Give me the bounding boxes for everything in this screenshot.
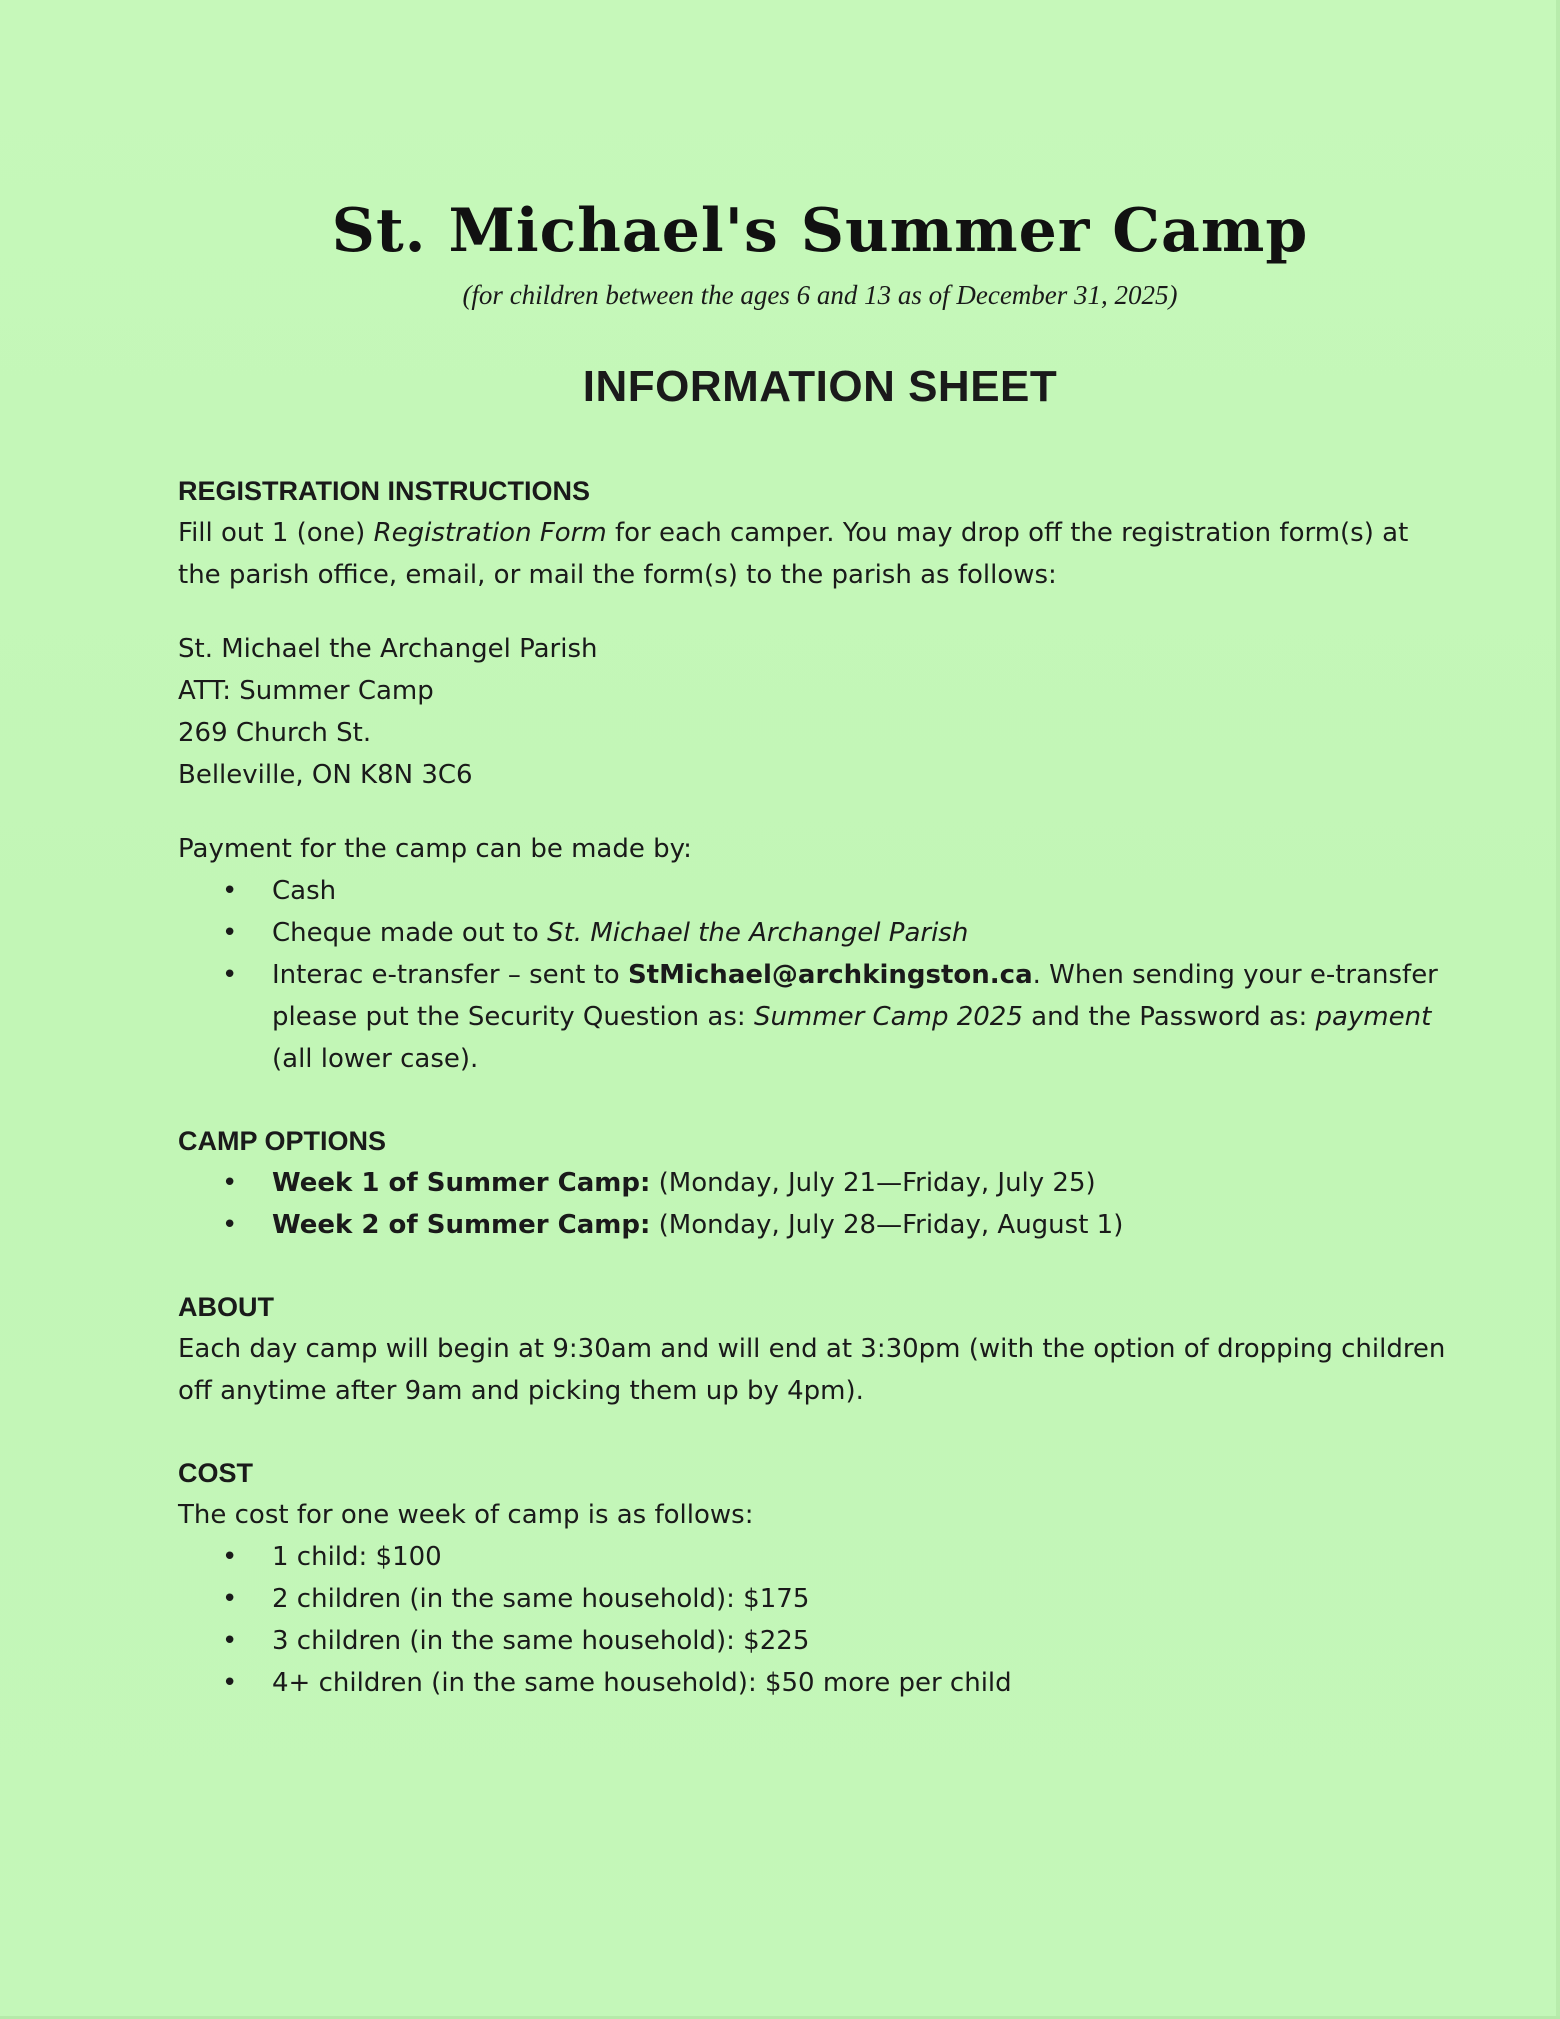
address-line: St. Michael the Archangel Parish — [178, 634, 598, 664]
mailing-address — [178, 628, 1448, 796]
cost-item: 3 children (in the same household): $225 — [272, 1626, 810, 1656]
payment-intro: Payment for the camp can be made by: — [178, 834, 692, 864]
registration-instructions — [178, 512, 1448, 596]
cheque-payee: St. Michael the Archangel Parish — [547, 918, 969, 948]
week-dates: (Monday, July 21—Friday, July 25) — [650, 1168, 1096, 1198]
list-item — [178, 1620, 1448, 1662]
list-item — [178, 1662, 1448, 1704]
payment-interac: . When sending your e-transfer please put the Security Question as: — [272, 960, 1438, 1032]
list-item — [178, 912, 1448, 954]
week-dates: (Monday, July 28—Friday, August 1) — [650, 1210, 1124, 1240]
bullet-icon: • — [222, 1168, 238, 1198]
payment-methods-list — [178, 870, 1448, 1080]
week-label: Week 2 of Summer Camp: — [272, 1210, 651, 1240]
camp-options-list — [178, 1162, 1448, 1246]
interac-email: StMichael@archkingston.ca — [627, 960, 1033, 990]
registration-text-part: for each camper. You may drop off the registration form(s) at the parish office, email, or mail the form(s) to the parish as follows: — [178, 518, 1409, 590]
cost-item: 2 children (in the same household): $175 — [272, 1584, 810, 1614]
bullet-icon: • — [222, 1210, 238, 1240]
camp-title: St. Michael's Summer Camp — [331, 196, 1309, 266]
interac-password: payment — [1315, 1002, 1432, 1032]
about-title: ABOUT — [178, 1292, 274, 1322]
registration-text-part: Fill out 1 (one) — [178, 518, 374, 548]
bullet-icon: • — [222, 1584, 238, 1614]
bullet-icon: • — [222, 918, 238, 948]
information-sheet-heading: INFORMATION SHEET — [582, 362, 1058, 411]
address-line: ATT: Summer Camp — [178, 676, 434, 706]
week-label: Week 1 of Summer Camp: — [272, 1168, 651, 1198]
cost-section — [178, 1452, 1448, 1704]
age-subtitle: (for children between the ages 6 and 13 as of December 31, 2025) — [462, 280, 1178, 310]
bullet-icon: • — [222, 1668, 238, 1698]
address-line: 269 Church St. — [178, 718, 372, 748]
address-line: Belleville, ON K8N 3C6 — [178, 760, 473, 790]
payment-cheque: Cheque made out to — [272, 918, 548, 948]
list-item — [178, 1204, 1448, 1246]
about-text: Each day camp will begin at 9:30am and will end at 3:30pm (with the option of dropping children off anytime after 9am and picking them up by 4pm). — [178, 1334, 1446, 1406]
list-item — [178, 1578, 1448, 1620]
security-question: Summer Camp 2025 — [753, 1002, 1023, 1032]
document-body — [178, 470, 1448, 1704]
about-section — [178, 1286, 1448, 1412]
list-item — [178, 1536, 1448, 1578]
cost-item: 1 child: $100 — [272, 1542, 442, 1572]
list-item — [178, 954, 1448, 1080]
camp-options-section — [178, 1120, 1448, 1246]
payment-cash: Cash — [272, 876, 337, 906]
cost-list — [178, 1536, 1448, 1704]
payment-interac: (all lower case). — [272, 1044, 479, 1074]
bullet-icon: • — [222, 876, 238, 906]
bullet-icon: • — [222, 1626, 238, 1656]
registration-section — [178, 470, 1448, 1080]
list-item — [178, 870, 1448, 912]
cost-intro: The cost for one week of camp is as follows: — [178, 1500, 754, 1530]
bullet-icon: • — [222, 960, 238, 990]
payment-interac: and the Password as: — [1022, 1002, 1316, 1032]
list-item — [178, 1162, 1448, 1204]
registration-title: REGISTRATION INSTRUCTIONS — [178, 476, 591, 506]
registration-form-name: Registration Form — [373, 518, 607, 548]
camp-options-title: CAMP OPTIONS — [178, 1126, 387, 1156]
cost-title: COST — [178, 1458, 254, 1488]
bullet-icon: • — [222, 1542, 238, 1572]
payment-interac: Interac e-transfer – sent to — [272, 960, 628, 990]
cost-item: 4+ children (in the same household): $50 more per child — [272, 1668, 1012, 1698]
